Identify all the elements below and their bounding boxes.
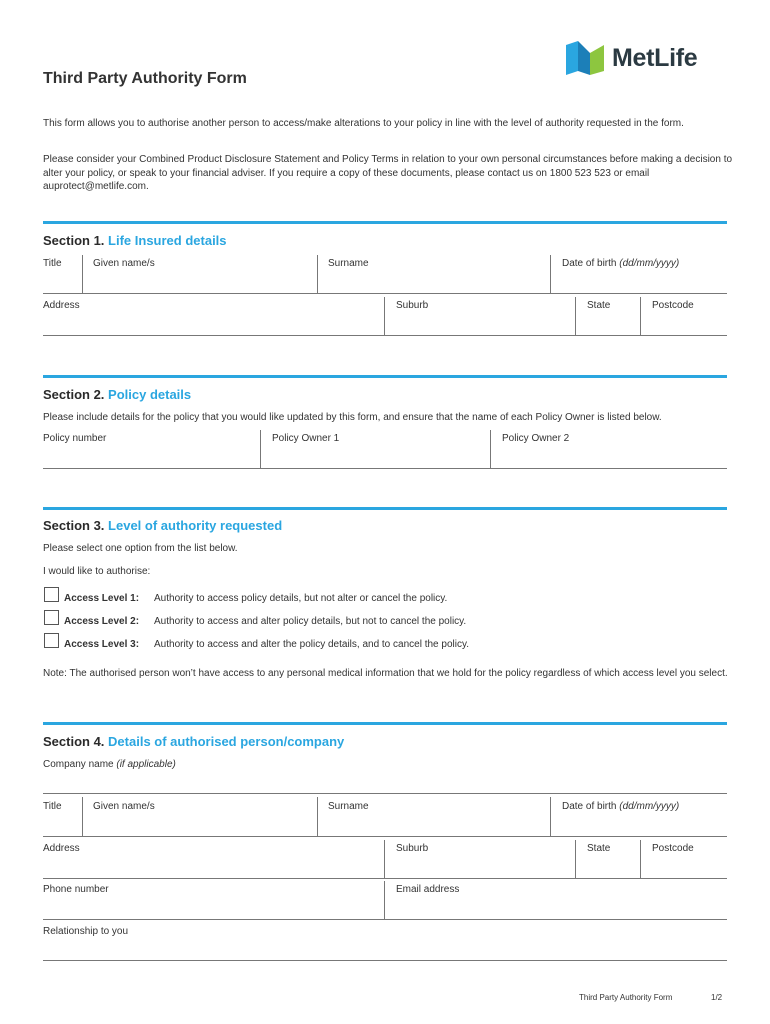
policy-owner1-field[interactable] (490, 430, 491, 468)
s1-state-label: State (587, 300, 611, 311)
s4-suburb-field[interactable] (575, 840, 576, 878)
s4-given-field[interactable] (317, 797, 318, 836)
s4-title-label: Title (43, 801, 62, 812)
section3-name: Level of authority requested (108, 518, 283, 533)
s4-row2-line (43, 878, 727, 879)
section2-heading (43, 387, 191, 402)
section4-number: Section 4. (43, 734, 105, 749)
section3-instruction: Please select one option from the list below. (43, 543, 238, 554)
section2-instruction: Please include details for the policy that you would like updated by this form, and ensure that the name of each Policy Owner is listed below. (43, 412, 662, 423)
footer-form-name: Third Party Authority Form (579, 993, 673, 1002)
s4-phone-field[interactable] (384, 881, 385, 919)
s4-surname-label: Surname (328, 801, 369, 812)
section4-divider (43, 722, 727, 725)
section2-divider (43, 375, 727, 378)
policy-owner1-label: Policy Owner 1 (272, 433, 340, 444)
access-level-2-checkbox[interactable] (44, 610, 59, 625)
intro-paragraph-2: Please consider your Combined Product Disclosure Statement and Policy Terms in relation to your own personal circumstances before making a decision to alter your policy, or speak to your financial adviser. If you require a copy of these documents, please contact us on 1800 523 523 or email auprotect@metlife.com. (43, 154, 733, 192)
s4-surname-field[interactable] (550, 797, 551, 836)
s4-row1-line (43, 836, 727, 837)
s4-relationship-label: Relationship to you (43, 926, 129, 937)
s4-title-field[interactable] (82, 797, 83, 836)
s4-state-field[interactable] (640, 840, 641, 878)
s2-row-line (43, 468, 727, 469)
s1-surname-field[interactable] (550, 255, 551, 293)
s1-title-field[interactable] (82, 255, 83, 293)
intro-paragraph-1: This form allows you to authorise another person to access/make alterations to your policy in line with the level of authority requested in the form. (43, 118, 684, 129)
footer-page-number: 1/2 (711, 993, 723, 1002)
s1-suburb-label: Suburb (396, 300, 429, 311)
access-level-2-label: Access Level 2: (64, 616, 140, 627)
section4-heading (43, 734, 344, 749)
s4-given-label: Given name/s (93, 801, 155, 812)
s1-given-label: Given name/s (93, 258, 155, 269)
metlife-logo-icon (566, 41, 604, 75)
s4-address-label: Address (43, 843, 80, 854)
section3-number: Section 3. (43, 518, 105, 533)
s4-email-label: Email address (396, 884, 460, 895)
s4-phone-label: Phone number (43, 884, 109, 895)
section1-number: Section 1. (43, 233, 105, 248)
section2-name: Policy details (108, 387, 192, 402)
s1-address-label: Address (43, 300, 80, 311)
access-level-2-desc: Authority to access and alter policy details, but not to cancel the policy. (154, 616, 467, 627)
section1-divider (43, 221, 727, 224)
section3-heading (43, 518, 282, 533)
company-name-field[interactable] (43, 793, 727, 794)
access-level-3-desc: Authority to access and alter the policy details, and to cancel the policy. (154, 639, 469, 650)
section4-name: Details of authorised person/company (108, 734, 345, 749)
s4-state-label: State (587, 843, 611, 854)
form-title: Third Party Authority Form (43, 70, 247, 87)
policy-number-field[interactable] (260, 430, 261, 468)
s4-postcode-label: Postcode (652, 843, 694, 854)
s1-suburb-field[interactable] (575, 297, 576, 335)
company-name-label: Company name (if applicable) (43, 759, 176, 770)
s4-address-field[interactable] (384, 840, 385, 878)
policy-owner2-label: Policy Owner 2 (502, 433, 570, 444)
s1-address-field[interactable] (384, 297, 385, 335)
s1-surname-label: Surname (328, 258, 369, 269)
s4-suburb-label: Suburb (396, 843, 429, 854)
section1-heading (43, 233, 227, 248)
section2-number: Section 2. (43, 387, 105, 402)
s1-given-field[interactable] (317, 255, 318, 293)
s1-row1-line (43, 293, 727, 294)
s4-relationship-field[interactable] (43, 960, 727, 961)
s1-postcode-label: Postcode (652, 300, 694, 311)
s1-state-field[interactable] (640, 297, 641, 335)
s1-row2-line (43, 335, 727, 336)
s4-row3-line (43, 919, 727, 920)
access-level-1-label: Access Level 1: (64, 593, 140, 604)
section3-divider (43, 507, 727, 510)
s4-dob-label: Date of birth (dd/mm/yyyy) (562, 801, 680, 812)
metlife-logo (566, 40, 726, 76)
metlife-logo-text: MetLife (612, 43, 698, 72)
access-level-3-label: Access Level 3: (64, 639, 140, 650)
s1-dob-label: Date of birth (dd/mm/yyyy) (562, 258, 680, 269)
section3-lead: I would like to authorise: (43, 566, 151, 577)
access-level-3-checkbox[interactable] (44, 633, 59, 648)
s1-title-label: Title (43, 258, 62, 269)
section3-note: Note: The authorised person won’t have access to any personal medical information that we hold for the policy regardless of which access level you select. (43, 668, 728, 679)
access-level-1-desc: Authority to access policy details, but not alter or cancel the policy. (154, 593, 448, 604)
section1-name: Life Insured details (108, 233, 227, 248)
policy-number-label: Policy number (43, 433, 107, 444)
access-level-1-checkbox[interactable] (44, 587, 59, 602)
